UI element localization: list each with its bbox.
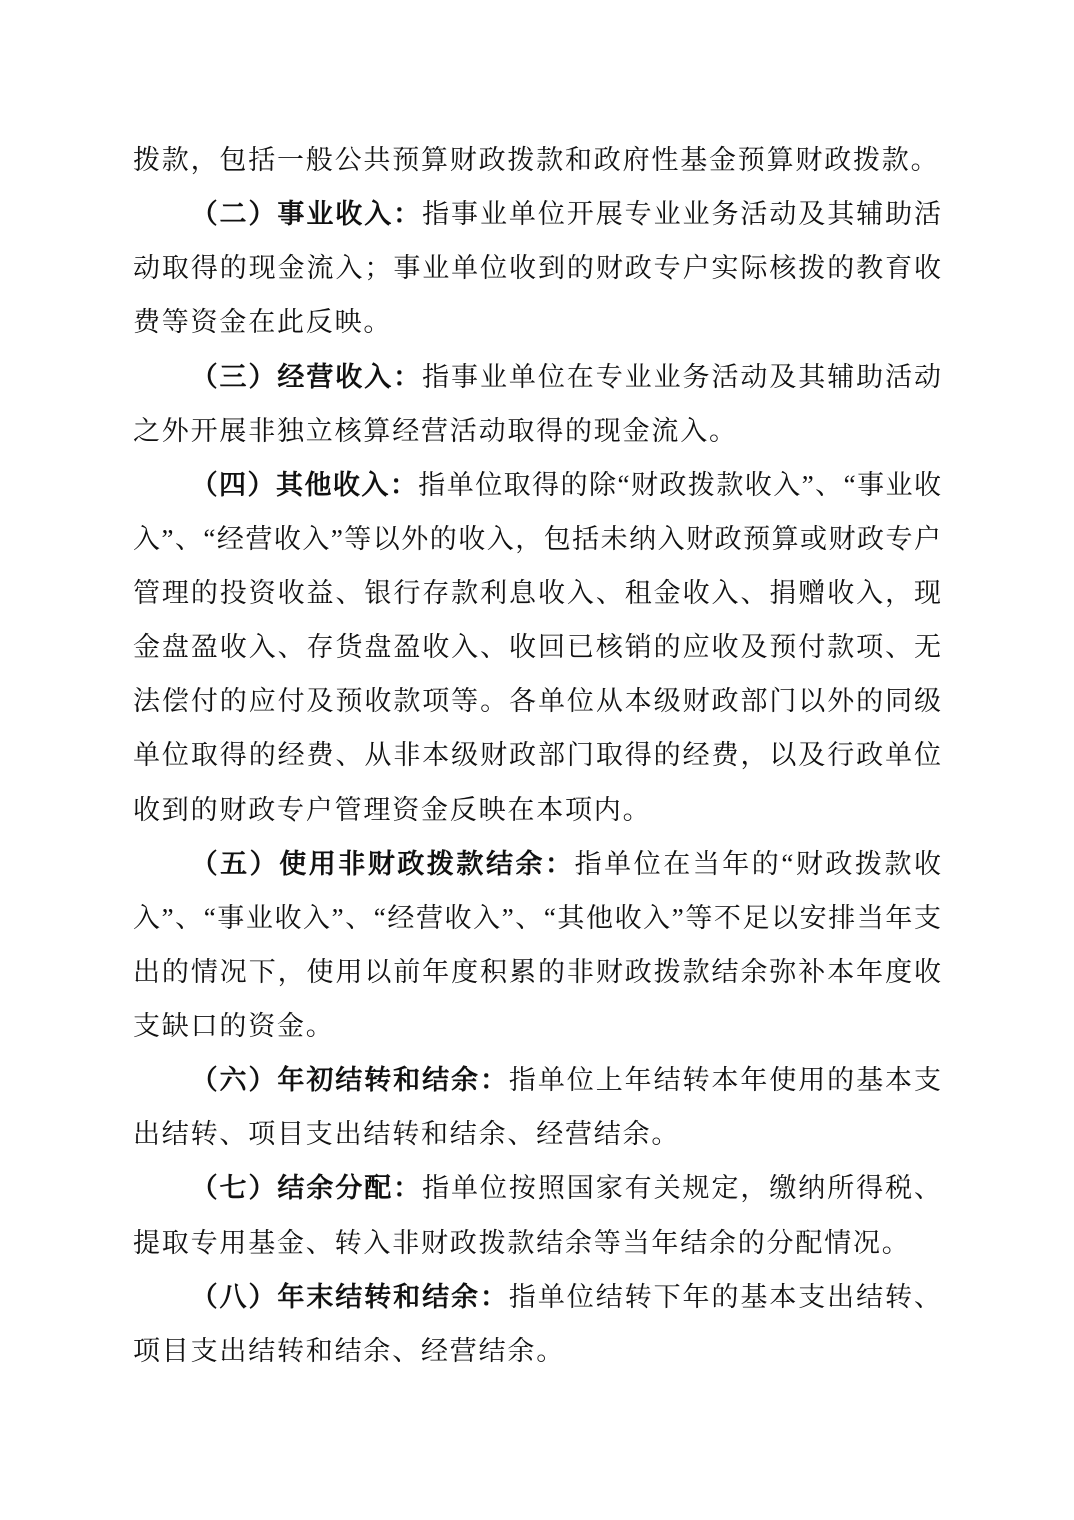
text-line: [133, 674, 941, 728]
section-heading: （五）使用非财政拨款结余：: [190, 848, 575, 879]
text-line: [133, 1270, 941, 1324]
text-line: [133, 404, 941, 458]
text-line: [133, 187, 941, 241]
line-text: 入”、“经营收入”等以外的收入，包括未纳入财政预算或财政专户: [133, 523, 943, 554]
text-line: [133, 295, 941, 349]
paragraph-continuation: [133, 133, 941, 187]
text-line: [133, 1161, 941, 1215]
paragraph-balance-distribution: [133, 1161, 941, 1269]
text-line: [133, 1216, 941, 1270]
text-line: [133, 133, 941, 187]
line-text: 法偿付的应付及预收款项等。各单位从本级财政部门以外的同级: [133, 686, 943, 717]
line-text: 入”、“事业收入”、“经营收入”、“其他收入”等不足以安排当年支: [133, 902, 943, 933]
text-line: [133, 837, 944, 891]
line-text: 指单位上年结转本年使用的基本支: [508, 1065, 943, 1096]
line-run: [191, 849, 944, 879]
line-text: 拨款，包括一般公共预算财政拨款和政府性基金预算财政拨款。: [133, 145, 940, 175]
paragraph-other-income: [133, 458, 941, 837]
text-line: [133, 945, 941, 999]
line-text: 费等资金在此反映。: [133, 307, 393, 338]
text-line: [133, 620, 941, 674]
paragraph-closing-balance: [133, 1270, 941, 1378]
text-line: [133, 1324, 941, 1378]
line-text: 指事业单位在专业业务活动及其辅助活动: [422, 361, 943, 392]
line-run: [191, 470, 943, 500]
section-heading: （七）结余分配：: [190, 1173, 423, 1204]
line-text: 指单位按照国家有关规定，缴纳所得税、: [422, 1173, 943, 1204]
text-line: [133, 566, 941, 620]
line-text: 指单位取得的除“财政拨款收入”、“事业收: [418, 469, 943, 500]
paragraph-opening-balance: [133, 1053, 941, 1161]
text-line: [133, 999, 941, 1053]
line-text: 收到的财政专户管理资金反映在本项内。: [133, 794, 652, 825]
line-text: 金盘盈收入、存货盘盈收入、收回已核销的应收及预付款项、无: [133, 632, 943, 663]
line-run: [191, 1065, 943, 1095]
line-run: [191, 362, 943, 392]
text-line: [133, 241, 941, 295]
section-heading: （八）年末结转和结余：: [190, 1281, 509, 1312]
line-text: 指事业单位开展专业业务活动及其辅助活: [422, 199, 943, 230]
line-text: 支缺口的资金。: [133, 1011, 335, 1041]
line-text: 指单位结转下年的基本支出结转、: [508, 1281, 943, 1312]
line-text: 指单位在当年的“财政拨款收: [574, 848, 944, 879]
line-text: 之外开展非独立核算经营活动取得的现金流入。: [133, 415, 738, 446]
line-text: 出的情况下，使用以前年度积累的非财政拨款结余弥补本年度收: [133, 956, 943, 987]
line-text: 单位取得的经费、从非本级财政部门取得的经费，以及行政单位: [133, 740, 943, 771]
paragraph-operating-income: [133, 350, 941, 458]
section-heading: （六）年初结转和结余：: [190, 1065, 509, 1096]
text-line: [133, 458, 941, 512]
line-text: 项目支出结转和结余、经营结余。: [133, 1335, 565, 1366]
line-run: [191, 1173, 943, 1203]
text-line: [133, 728, 941, 782]
line-text: 出结转、项目支出结转和结余、经营结余。: [133, 1119, 681, 1150]
paragraph-business-income: [133, 187, 941, 349]
line-run: [191, 199, 943, 229]
line-text: 动取得的现金流入；事业单位收到的财政专户实际核拨的教育收: [133, 253, 943, 284]
line-text: 管理的投资收益、银行存款利息收入、租金收入、捐赠收入，现: [133, 578, 943, 608]
line-text: 提取专用基金、转入非财政拨款结余等当年结余的分配情况。: [133, 1227, 911, 1258]
text-line: [133, 512, 941, 566]
text-line: [133, 350, 941, 404]
section-heading: （三）经营收入：: [190, 361, 423, 392]
text-line: [133, 1053, 941, 1107]
paragraph-non-fiscal-balance: [133, 837, 944, 1054]
section-heading: （四）其他收入：: [190, 469, 419, 500]
document-body: [133, 133, 944, 1378]
section-heading: （二）事业收入：: [190, 199, 423, 230]
text-line: [133, 1107, 941, 1161]
line-run: [191, 1282, 943, 1312]
text-line: [133, 891, 941, 945]
text-line: [133, 783, 941, 837]
